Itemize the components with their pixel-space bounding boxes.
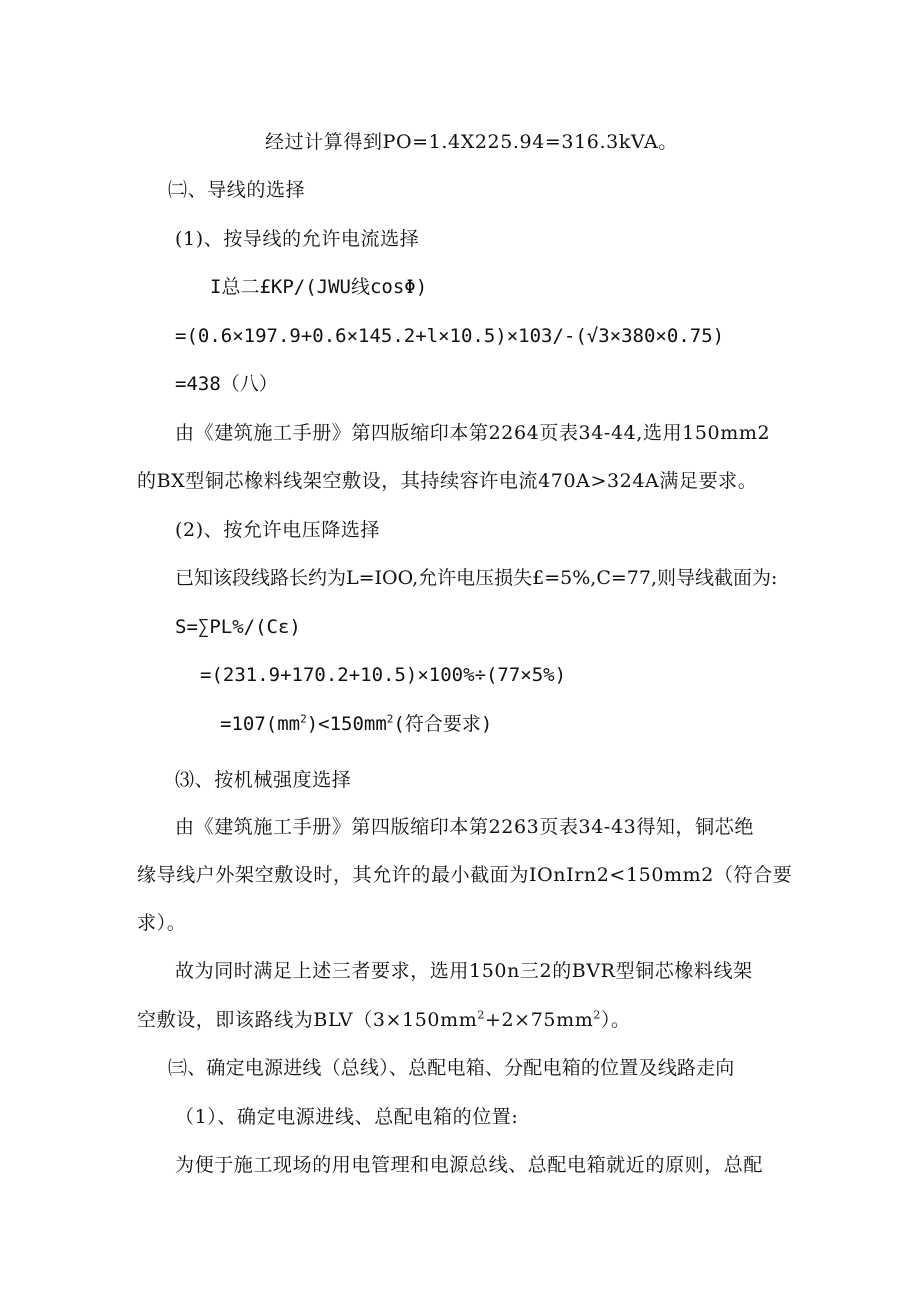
text-run: ）。 xyxy=(600,1009,631,1031)
subsection-heading-2: (2)、按允许电压降选择 xyxy=(175,519,381,541)
calc-result-line: 经过计算得到PO=1.4X225.94=316.3kVA。 xyxy=(265,131,678,153)
paragraph-line xyxy=(137,1008,631,1032)
paragraph-line: 的BX型铜芯橡料线架空敷设，其持续容许电流470A>324A满足要求。 xyxy=(137,470,758,492)
paragraph-line: 由《建筑施工手册》第四版缩印本第2264页表34-44,选用150mm2 xyxy=(175,422,771,444)
cross-section-calculation: =(231.9+170.2+10.5)×100%÷(77×5%) xyxy=(200,664,567,686)
text-run: )<150mm xyxy=(306,713,387,735)
superscript: 2 xyxy=(593,1008,601,1022)
section-heading-3: ㈢、确定电源进线（总线）、总配电箱、分配电箱的位置及线路走向 xyxy=(168,1057,735,1079)
paragraph-line: 缘导线户外架空敷设时，其允许的最小截面为IOnIrn2<150mm2（符合要 xyxy=(137,864,793,886)
paragraph-line: 由《建筑施工手册》第四版缩印本第2263页表34-43得知，铜芯绝 xyxy=(175,816,754,838)
superscript: 2 xyxy=(477,1008,485,1022)
superscript: 2 xyxy=(386,712,394,726)
current-calculation: =(0.6×197.9+0.6×145.2+l×10.5)×103/-(√3×380×0.75) xyxy=(175,325,725,347)
subsection-heading-1b: （1）、确定电源进线、总配电箱的位置: xyxy=(175,1106,519,1128)
current-result: =438（八） xyxy=(175,373,278,395)
paragraph-line: 已知该段线路长约为L=IOO,允许电压损失£=5%,C=77,则导线截面为: xyxy=(175,567,778,589)
text-run: 空敷设，即该路线为BLV（3×150mm xyxy=(137,1009,478,1031)
paragraph-line: 求）。 xyxy=(137,912,187,934)
subsection-heading-1: (1)、按导线的允许电流选择 xyxy=(175,228,420,250)
text-run: =107(mm xyxy=(220,713,301,735)
text-run: +2×75mm xyxy=(484,1009,594,1031)
cross-section-formula: S=∑PL%/(Cε) xyxy=(175,616,301,638)
cross-section-result xyxy=(220,712,492,736)
current-formula: I总二£KP/(JWU线cosΦ) xyxy=(210,276,428,298)
subsection-heading-3: ⑶、按机械强度选择 xyxy=(175,769,352,791)
text-run: (符合要求) xyxy=(393,713,493,735)
paragraph-line: 为便于施工现场的用电管理和电源总线、总配电箱就近的原则，总配 xyxy=(175,1154,764,1176)
paragraph-line: 故为同时满足上述三者要求，选用150n三2的BVR型铜芯橡料线架 xyxy=(175,960,753,982)
superscript: 2 xyxy=(300,712,307,726)
section-heading-2: ㈡、导线的选择 xyxy=(168,179,306,201)
